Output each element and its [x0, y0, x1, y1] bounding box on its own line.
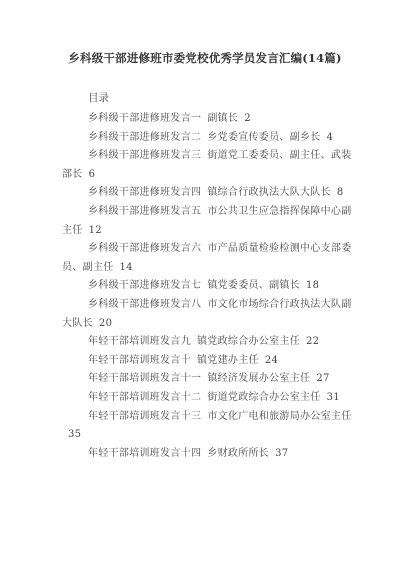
entry-label: 年轻干部培训班发言十: [88, 354, 191, 366]
entry-role: 镇党委委员、副镇长: [207, 280, 301, 292]
entry-role: 市产品质量检验检测中心支部委员、副主任: [62, 243, 352, 273]
entry-label: 年轻干部培训班发言十四: [88, 447, 202, 459]
toc-entry[interactable]: [62, 240, 352, 277]
toc-entry[interactable]: [62, 408, 352, 445]
toc-entry[interactable]: [62, 445, 352, 464]
entry-page: 37: [275, 447, 289, 459]
entry-page: 8: [336, 187, 344, 199]
entry-page: 20: [98, 317, 113, 329]
entry-label: 年轻干部培训班发言十二: [88, 391, 202, 403]
entry-page: 24: [264, 354, 279, 366]
entry-label: 年轻干部培训班发言十一: [88, 373, 202, 385]
table-of-contents: [62, 110, 352, 463]
toc-entry[interactable]: [62, 147, 352, 184]
toc-entry[interactable]: [62, 184, 352, 203]
entry-label: 乡科级干部进修班发言六: [88, 243, 202, 255]
toc-entry[interactable]: [62, 129, 352, 148]
entry-page: 6: [88, 168, 96, 180]
entry-role: 乡财政所所长: [207, 447, 270, 459]
entry-page: 12: [88, 224, 102, 236]
entry-label: 乡科级干部进修班发言八: [88, 298, 202, 310]
toc-entry[interactable]: [62, 389, 352, 408]
entry-label: 乡科级干部进修班发言一: [88, 113, 202, 124]
entry-page: 14: [119, 261, 133, 273]
entry-role: 街道党政综合办公室主任: [207, 391, 321, 403]
entry-role: 镇经济发展办公室主任: [207, 373, 311, 385]
entry-label: 年轻干部培训班发言十三: [88, 410, 202, 422]
entry-page: 35: [68, 429, 82, 441]
toc-entry[interactable]: [62, 110, 352, 129]
toc-entry[interactable]: [62, 352, 352, 371]
toc-entry[interactable]: [62, 203, 352, 240]
toc-entry[interactable]: [62, 296, 352, 333]
entry-label: 乡科级干部进修班发言三: [88, 150, 202, 162]
entry-role: 镇党建办主任: [197, 354, 259, 366]
entry-role: 市文化广电和旅游局办公室主任: [207, 410, 352, 422]
entry-role: 镇综合行政执法大队大队长: [207, 187, 331, 199]
entry-label: 乡科级干部进修班发言二: [88, 131, 202, 143]
toc-entry[interactable]: [62, 277, 352, 296]
entry-label: 乡科级干部进修班发言七: [88, 280, 202, 292]
entry-page: 18: [306, 280, 320, 292]
entry-page: 31: [326, 391, 340, 403]
entry-page: 27: [316, 373, 330, 385]
entry-role: 市文化市场综合行政执法大队副大队长: [62, 298, 352, 329]
entry-label: 乡科级干部进修班发言五: [88, 205, 202, 217]
entry-role: 市公共卫生应急指挥保障中心副主任: [62, 205, 352, 236]
entry-page: 2: [244, 113, 251, 124]
document-title: 乡科级干部进修班市委党校优秀学员发言汇编(14篇): [68, 51, 342, 65]
entry-label: 乡科级干部进修班发言四: [88, 187, 202, 199]
toc-entry[interactable]: [62, 370, 352, 389]
entry-role: 乡党委宣传委员、副乡长: [207, 131, 321, 143]
toc-entry[interactable]: [62, 333, 352, 352]
entry-role: 镇党政综合办公室主任: [197, 336, 300, 348]
toc-heading: 目录: [88, 92, 109, 104]
entry-role: 街道党工委委员、副主任、武装部长: [62, 150, 352, 180]
entry-label: 年轻干部培训班发言九: [88, 336, 191, 348]
entry-page: 4: [326, 131, 334, 143]
entry-role: 副镇长: [207, 113, 239, 124]
entry-page: 22: [306, 336, 320, 348]
